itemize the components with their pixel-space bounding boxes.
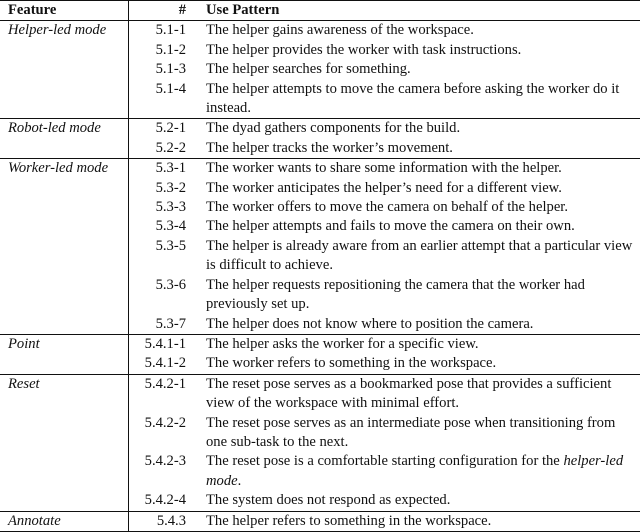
pattern-id: 5.4.2-4 [144, 492, 186, 509]
pattern-text-after: . [237, 472, 242, 489]
pattern-text: The helper refers to something in the workspace. [206, 512, 492, 529]
pattern-id: 5.1-1 [155, 22, 186, 39]
table-row [0, 315, 640, 335]
pattern-id: 5.4.2-2 [144, 414, 186, 431]
pattern-id: 5.1-4 [155, 80, 186, 97]
pattern-text: The helper does not know where to position the camera. [206, 315, 534, 332]
pattern-text: The worker offers to move the camera on behalf of the helper. [206, 199, 568, 216]
table-row [0, 511, 640, 531]
pattern-text: The reset pose serves as a bookmarked pose that provides a sufficient view of the workspace with minimal effort. [206, 375, 612, 412]
feature-label: Annotate [0, 511, 128, 531]
pattern-text: The helper searches for something. [206, 61, 411, 78]
group-worker-led-mode [0, 159, 640, 335]
feature-label: Worker-led mode [0, 159, 128, 179]
group-robot-led-mode [0, 119, 640, 159]
feature-label: Robot-led mode [0, 119, 128, 139]
header-number: # [178, 2, 186, 18]
feature-label: Point [0, 334, 128, 354]
pattern-id: 5.4.2-3 [144, 453, 186, 470]
table-row [0, 354, 640, 374]
group-point [0, 334, 640, 374]
pattern-id: 5.1-2 [155, 41, 186, 58]
table-row [0, 237, 640, 276]
table-row [0, 217, 640, 236]
feature-label: Helper-led mode [0, 21, 128, 41]
pattern-text: The helper gains awareness of the workspace. [206, 22, 474, 39]
pattern-id: 5.4.1-1 [144, 335, 186, 352]
pattern-id: 5.1-3 [155, 61, 186, 78]
group-helper-led-mode [0, 21, 640, 119]
feature-label: Reset [0, 374, 128, 413]
pattern-id: 5.4.1-2 [144, 355, 186, 372]
pattern-id: 5.3-5 [155, 237, 186, 254]
pattern-id: 5.4.2-1 [144, 375, 186, 392]
pattern-text: The helper attempts to move the camera before asking the worker do it instead. [206, 80, 620, 117]
pattern-text: The dyad gathers components for the build. [206, 120, 461, 137]
pattern-text: The helper requests repositioning the camera that the worker had previously set up. [206, 276, 585, 313]
table-row [0, 80, 640, 119]
table-row [0, 334, 640, 354]
pattern-id: 5.2-2 [155, 139, 186, 156]
pattern-text: The system does not respond as expected. [206, 492, 451, 509]
table-row [0, 198, 640, 217]
pattern-text-main: The reset pose is a comfortable starting configuration for the [206, 453, 560, 470]
pattern-text: The reset pose serves as an intermediate pose when transitioning from one sub-task to the next. [206, 414, 616, 450]
table-row [0, 374, 640, 413]
table-row [0, 119, 640, 139]
pattern-id: 5.3-2 [155, 179, 186, 196]
pattern-id: 5.3-6 [155, 276, 186, 293]
table-row [0, 179, 640, 198]
pattern-id: 5.3-7 [155, 315, 186, 332]
header-use-pattern: Use Pattern [206, 2, 280, 18]
pattern-text [198, 452, 640, 491]
pattern-id: 5.4.3 [156, 512, 186, 529]
group-annotate [0, 511, 640, 531]
pattern-id: 5.3-3 [155, 199, 186, 216]
pattern-text: The helper attempts and fails to move the camera on their own. [206, 218, 575, 235]
table-row [0, 276, 640, 315]
group-reset [0, 374, 640, 511]
table-row [0, 60, 640, 79]
pattern-id: 5.3-1 [155, 160, 186, 177]
pattern-text: The helper tracks the worker’s movement. [206, 139, 453, 156]
pattern-text: The helper provides the worker with task instructions. [206, 41, 522, 58]
table-row [0, 414, 640, 453]
table-row [0, 21, 640, 41]
table-row [0, 139, 640, 159]
table-row [0, 41, 640, 60]
pattern-text: The worker anticipates the helper’s need for a different view. [206, 179, 562, 196]
table-row [0, 159, 640, 179]
pattern-text: The helper asks the worker for a specific view. [206, 335, 479, 352]
table-row [0, 491, 640, 511]
header-feature: Feature [0, 1, 128, 21]
pattern-text: The helper is already aware from an earlier attempt that a particular view is difficult to achieve. [206, 237, 633, 274]
pattern-text: The worker wants to share some information with the helper. [206, 160, 562, 177]
pattern-id: 5.3-4 [155, 218, 186, 235]
table-row [0, 452, 640, 491]
table-header [0, 1, 640, 21]
pattern-id: 5.2-1 [155, 120, 186, 137]
pattern-text-italic: helper-led mode [206, 453, 624, 489]
pattern-text: The worker refers to something in the workspace. [206, 355, 497, 372]
